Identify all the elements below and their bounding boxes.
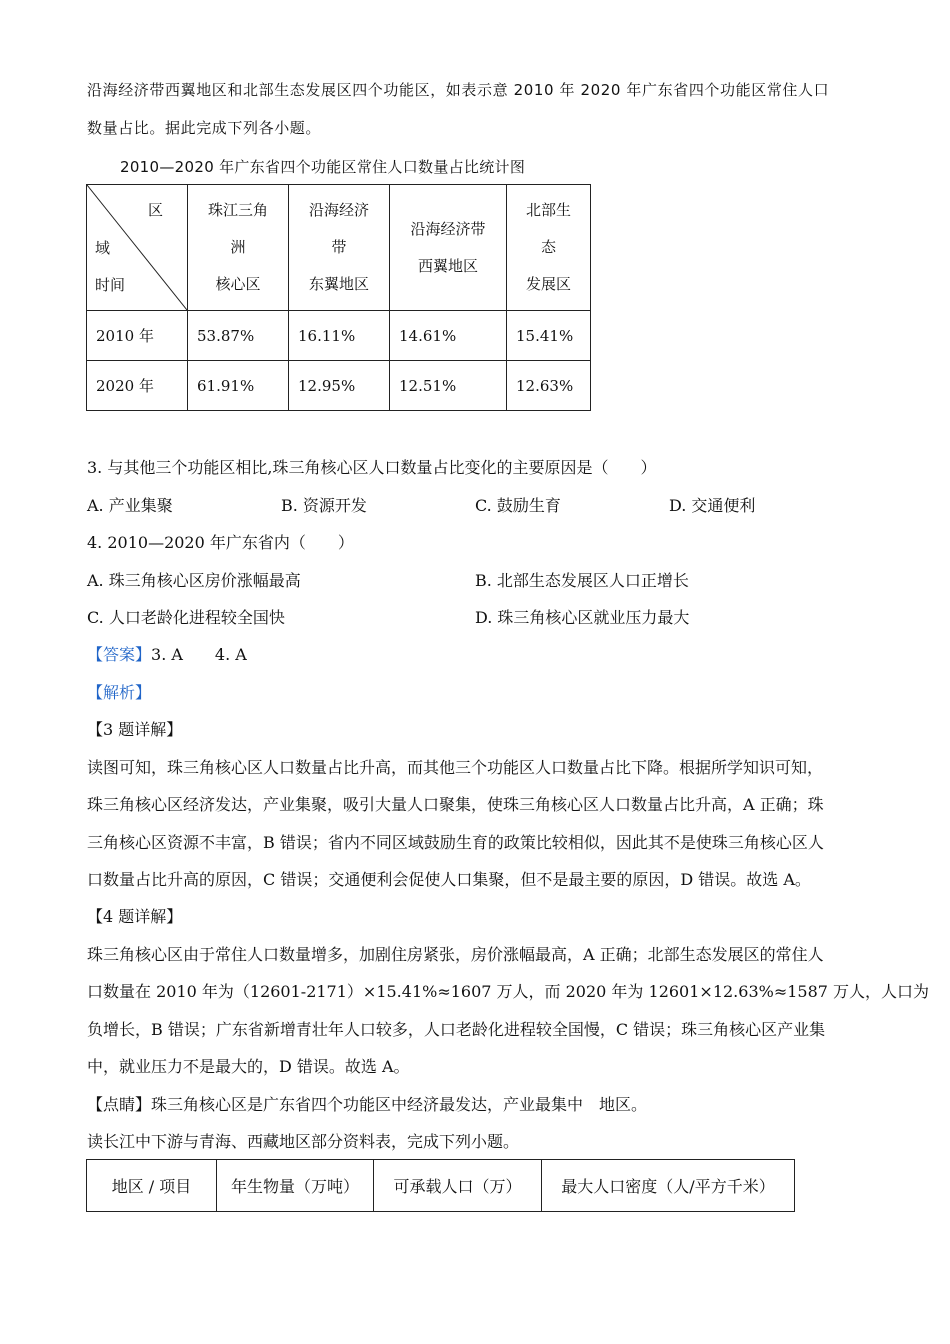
answer-line [87, 645, 247, 665]
population-share-table [86, 184, 591, 411]
corner-label-time: 时间 [95, 276, 126, 294]
value-cell: 14.61% [390, 311, 507, 361]
corner-label-region-1: 区 [147, 201, 163, 219]
header-region: 地区 / 项目 [87, 1160, 217, 1212]
detail-4-label: 【4 题详解】 [87, 907, 183, 926]
detail-3-label: 【3 题详解】 [87, 720, 183, 739]
corner-label-region-2: 域 [95, 239, 111, 257]
value-cell: 61.91% [188, 361, 289, 411]
answer-label: 【答案】 [87, 645, 152, 664]
next-intro: 读长江中下游与青海、西藏地区部分资料表，完成下列小题。 [87, 1132, 520, 1151]
header-north-eco: 北部生 态 发展区 [507, 185, 591, 311]
comment-text: 珠三角核心区是广东省四个功能区中经济最发达，产业最集中 地区。 [151, 1095, 648, 1114]
value-cell: 12.95% [289, 361, 390, 411]
q3-option-a: A. 产业集聚 [87, 496, 173, 515]
q3-option-d: D. 交通便利 [669, 496, 756, 515]
table-header-row [87, 185, 591, 311]
year-cell: 2020 年 [87, 361, 188, 411]
answer-text: 3. A 4. A [151, 645, 247, 664]
value-cell: 12.63% [507, 361, 591, 411]
q3-option-b: B. 资源开发 [281, 496, 367, 515]
q4-option-d: D. 珠三角核心区就业压力最大 [475, 608, 690, 627]
q4-option-a: A. 珠三角核心区房价涨幅最高 [87, 571, 301, 590]
detail-4-line-4: 中，就业压力不是最大的，D 错误。故选 A。 [87, 1057, 410, 1076]
comment-label: 【点睛】 [87, 1095, 152, 1114]
detail-3-line-4: 口数量占比升高的原因，C 错误；交通便利会促使人口集聚，但不是最主要的原因，D 错误。故选 A。 [87, 870, 811, 889]
table-caption: 2010—2020 年广东省四个功能区常住人口数量占比统计图 [120, 158, 526, 176]
intro-line-2: 数量占比。据此完成下列各小题。 [87, 119, 322, 137]
resource-table-header [87, 1160, 795, 1212]
value-cell: 15.41% [507, 311, 591, 361]
header-capacity: 可承载人口（万） [374, 1160, 542, 1212]
intro-line-1: 沿海经济带西翼地区和北部生态发展区四个功能区，如表示意 2010 年 2020 年广东省四个功能区常住人口 [87, 81, 830, 99]
resource-table [86, 1159, 795, 1212]
header-prd-core: 珠江三角 洲 核心区 [188, 185, 289, 311]
value-cell: 53.87% [188, 311, 289, 361]
value-cell: 16.11% [289, 311, 390, 361]
year-cell: 2010 年 [87, 311, 188, 361]
comment-line [87, 1095, 647, 1115]
header-density: 最大人口密度（人/平方千米） [542, 1160, 795, 1212]
detail-4-line-2: 口数量在 2010 年为（12601-2171）×15.41%≈1607 万人，而 2020 年为 12601×12.63%≈1587 万人，人口为 [87, 982, 930, 1001]
analysis-label: 【解析】 [87, 683, 152, 702]
header-biomass: 年生物量（万吨） [217, 1160, 374, 1212]
detail-4-line-3: 负增长，B 错误；广东省新增青壮年人口较多，人口老龄化进程较全国慢，C 错误；珠三角核心区产业集 [87, 1020, 826, 1039]
q4-option-c: C. 人口老龄化进程较全国快 [87, 608, 285, 627]
question-4-stem: 4. 2010—2020 年广东省内（ ） [87, 533, 354, 552]
detail-3-line-2: 珠三角核心区经济发达，产业集聚，吸引大量人口聚集，使珠三角核心区人口数量占比升高，A 正确；珠 [87, 795, 824, 814]
header-east-wing: 沿海经济 带 东翼地区 [289, 185, 390, 311]
header-west-wing: 沿海经济带 西翼地区 [390, 185, 507, 311]
table-row-2020 [87, 361, 591, 411]
corner-cell [87, 185, 188, 311]
detail-4-line-1: 珠三角核心区由于常住人口数量增多，加剧住房紧张，房价涨幅最高，A 正确；北部生态发展区的常住人 [87, 945, 824, 964]
detail-3-line-1: 读图可知，珠三角核心区人口数量占比升高，而其他三个功能区人口数量占比下降。根据所学知识可知， [87, 758, 824, 777]
q3-option-c: C. 鼓励生育 [475, 496, 561, 515]
q4-option-b: B. 北部生态发展区人口正增长 [475, 571, 689, 590]
table-row-2010 [87, 311, 591, 361]
detail-3-line-3: 三角核心区资源不丰富，B 错误；省内不同区域鼓励生育的政策比较相似，因此其不是使珠三角核心区人 [87, 833, 824, 852]
value-cell: 12.51% [390, 361, 507, 411]
question-3-stem: 3. 与其他三个功能区相比,珠三角核心区人口数量占比变化的主要原因是（ ） [87, 458, 657, 477]
